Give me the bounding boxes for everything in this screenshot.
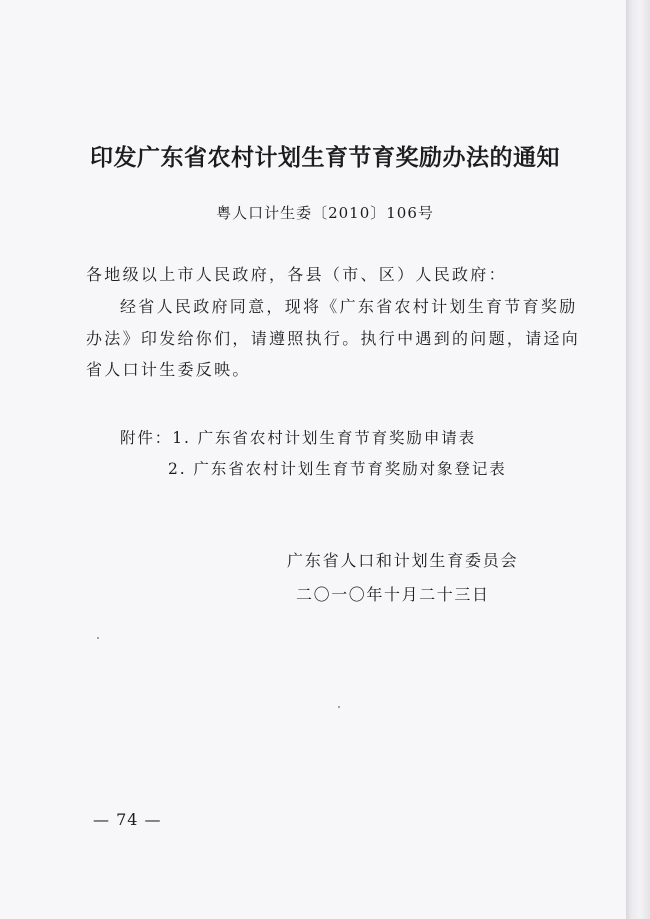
body-line-3: 省人口计生委反映。: [86, 360, 251, 379]
body-line-1: 经省人民政府同意，现将《广东省农村计划生育节育奖励: [120, 297, 578, 316]
issue-date: 二〇一〇年十月二十三日: [296, 585, 490, 604]
page-number: — 74 —: [93, 810, 162, 829]
body-line-2: 办法》印发给你们，请遵照执行。执行中遇到的问题，请迳向: [86, 329, 581, 348]
attachment-1: 附件：1. 广东省农村计划生育节育奖励申请表: [120, 429, 477, 447]
document-number: 粤人口计生委〔2010〕106号: [216, 204, 434, 222]
page-edge-shadow: [626, 0, 650, 919]
salutation: 各地级以上市人民政府，各县（市、区）人民政府：: [86, 265, 507, 284]
issuer-name: 广东省人口和计划生育委员会: [287, 551, 519, 570]
scan-speck: [338, 706, 340, 708]
attachment-2: 2. 广东省农村计划生育节育奖励对象登记表: [168, 460, 507, 478]
scan-speck: [97, 637, 99, 639]
document-title: 印发广东省农村计划生育节育奖励办法的通知: [90, 144, 560, 171]
